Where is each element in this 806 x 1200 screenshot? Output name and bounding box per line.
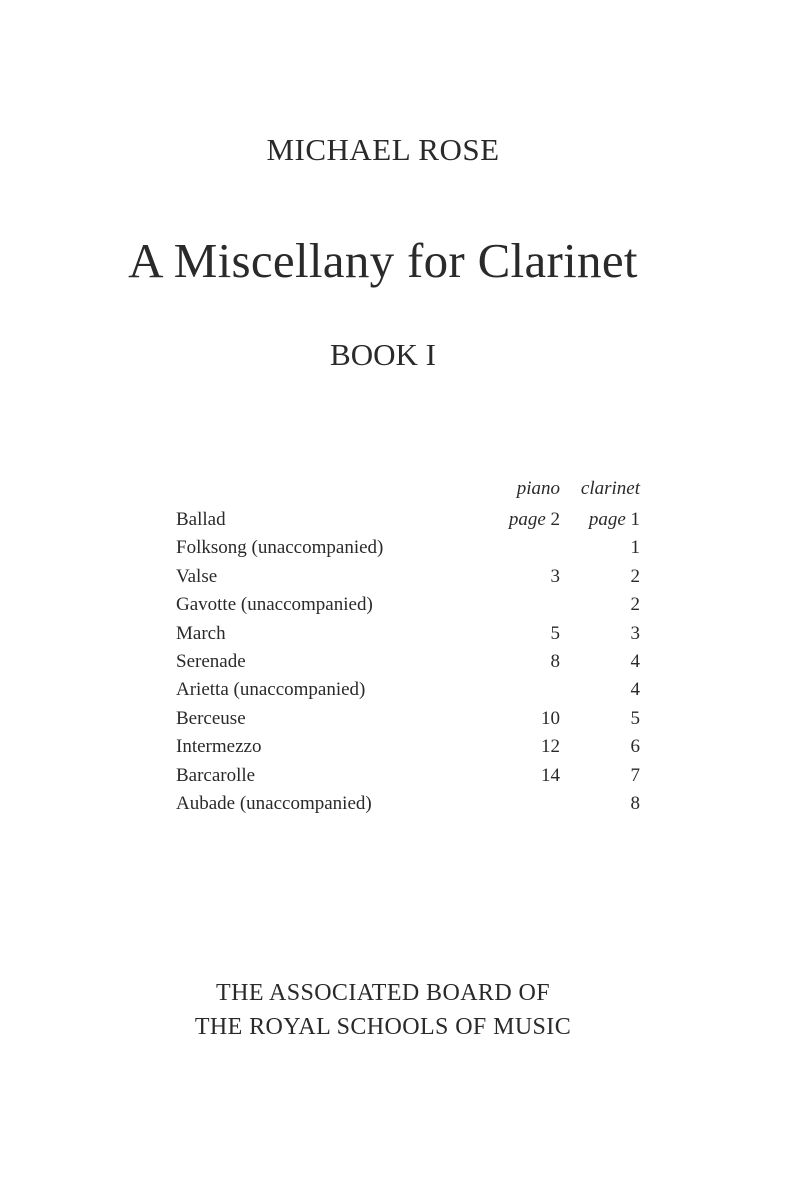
clarinet-page-number: 3 (630, 622, 640, 644)
piano-page-number: 8 (550, 650, 560, 672)
piece-name: Ballad (176, 509, 226, 530)
piano-page-number: 3 (550, 565, 560, 587)
publisher-line-1: THE ASSOCIATED BOARD OF (216, 980, 550, 1006)
contents-row-gavotte (176, 591, 646, 619)
piece-name: Barcarolle (176, 764, 256, 786)
clarinet-page (589, 506, 640, 534)
piano-page-number: 12 (541, 736, 560, 758)
contents-row-march (176, 620, 646, 648)
clarinet-page-number: 8 (630, 792, 640, 814)
piece-name: Arietta (unaccompanied) (176, 679, 366, 701)
piece-name: Valse (176, 565, 218, 587)
clarinet-page-number: 6 (630, 736, 640, 758)
clarinet-page-number: 2 (630, 565, 640, 587)
contents-row-berceuse (176, 705, 646, 733)
book-number: BOOK I (330, 337, 436, 372)
clarinet-page-number: 4 (630, 679, 640, 701)
clarinet-page-number: 1 (630, 509, 640, 530)
clarinet-page-number: 4 (630, 650, 640, 672)
piece-name: Serenade (176, 650, 246, 672)
piece-name: Intermezzo (176, 736, 262, 758)
piano-page-number: 5 (550, 622, 560, 644)
contents-row-valse (176, 563, 646, 591)
contents-header (176, 478, 646, 506)
piece-name: March (176, 622, 226, 644)
contents-row-intermezzo (176, 733, 646, 761)
clarinet-page-number: 2 (630, 594, 640, 616)
contents-row-folksong (176, 534, 646, 562)
contents-row-serenade (176, 648, 646, 676)
page-prefix: page (508, 509, 546, 530)
contents-table (176, 478, 646, 818)
page-prefix: page (588, 509, 626, 530)
piano-page-number: 10 (541, 707, 560, 729)
clarinet-column-header: clarinet (580, 478, 640, 499)
contents-row-barcarolle (176, 762, 646, 790)
piece-name: Berceuse (176, 707, 246, 729)
clarinet-page-number: 5 (630, 707, 640, 729)
contents-row-arietta (176, 676, 646, 704)
composer-name: MICHAEL ROSE (266, 132, 500, 167)
contents-row-ballad (176, 506, 646, 534)
piece-name: Folksong (unaccompanied) (176, 537, 384, 559)
piece-name: Gavotte (unaccompanied) (176, 594, 373, 616)
publisher-line-2: THE ROYAL SCHOOLS OF MUSIC (194, 1014, 572, 1040)
piano-page-number: 14 (541, 764, 560, 786)
contents-row-aubade (176, 790, 646, 818)
piano-page (509, 506, 560, 534)
publisher-imprint (0, 976, 766, 1044)
piece-name: Aubade (unaccompanied) (176, 792, 372, 814)
piano-page-number: 2 (550, 509, 560, 530)
clarinet-page-number: 7 (630, 764, 640, 786)
work-title: A Miscellany for Clarinet (128, 233, 638, 288)
clarinet-page-number: 1 (630, 537, 640, 559)
piano-column-header: piano (516, 478, 560, 499)
